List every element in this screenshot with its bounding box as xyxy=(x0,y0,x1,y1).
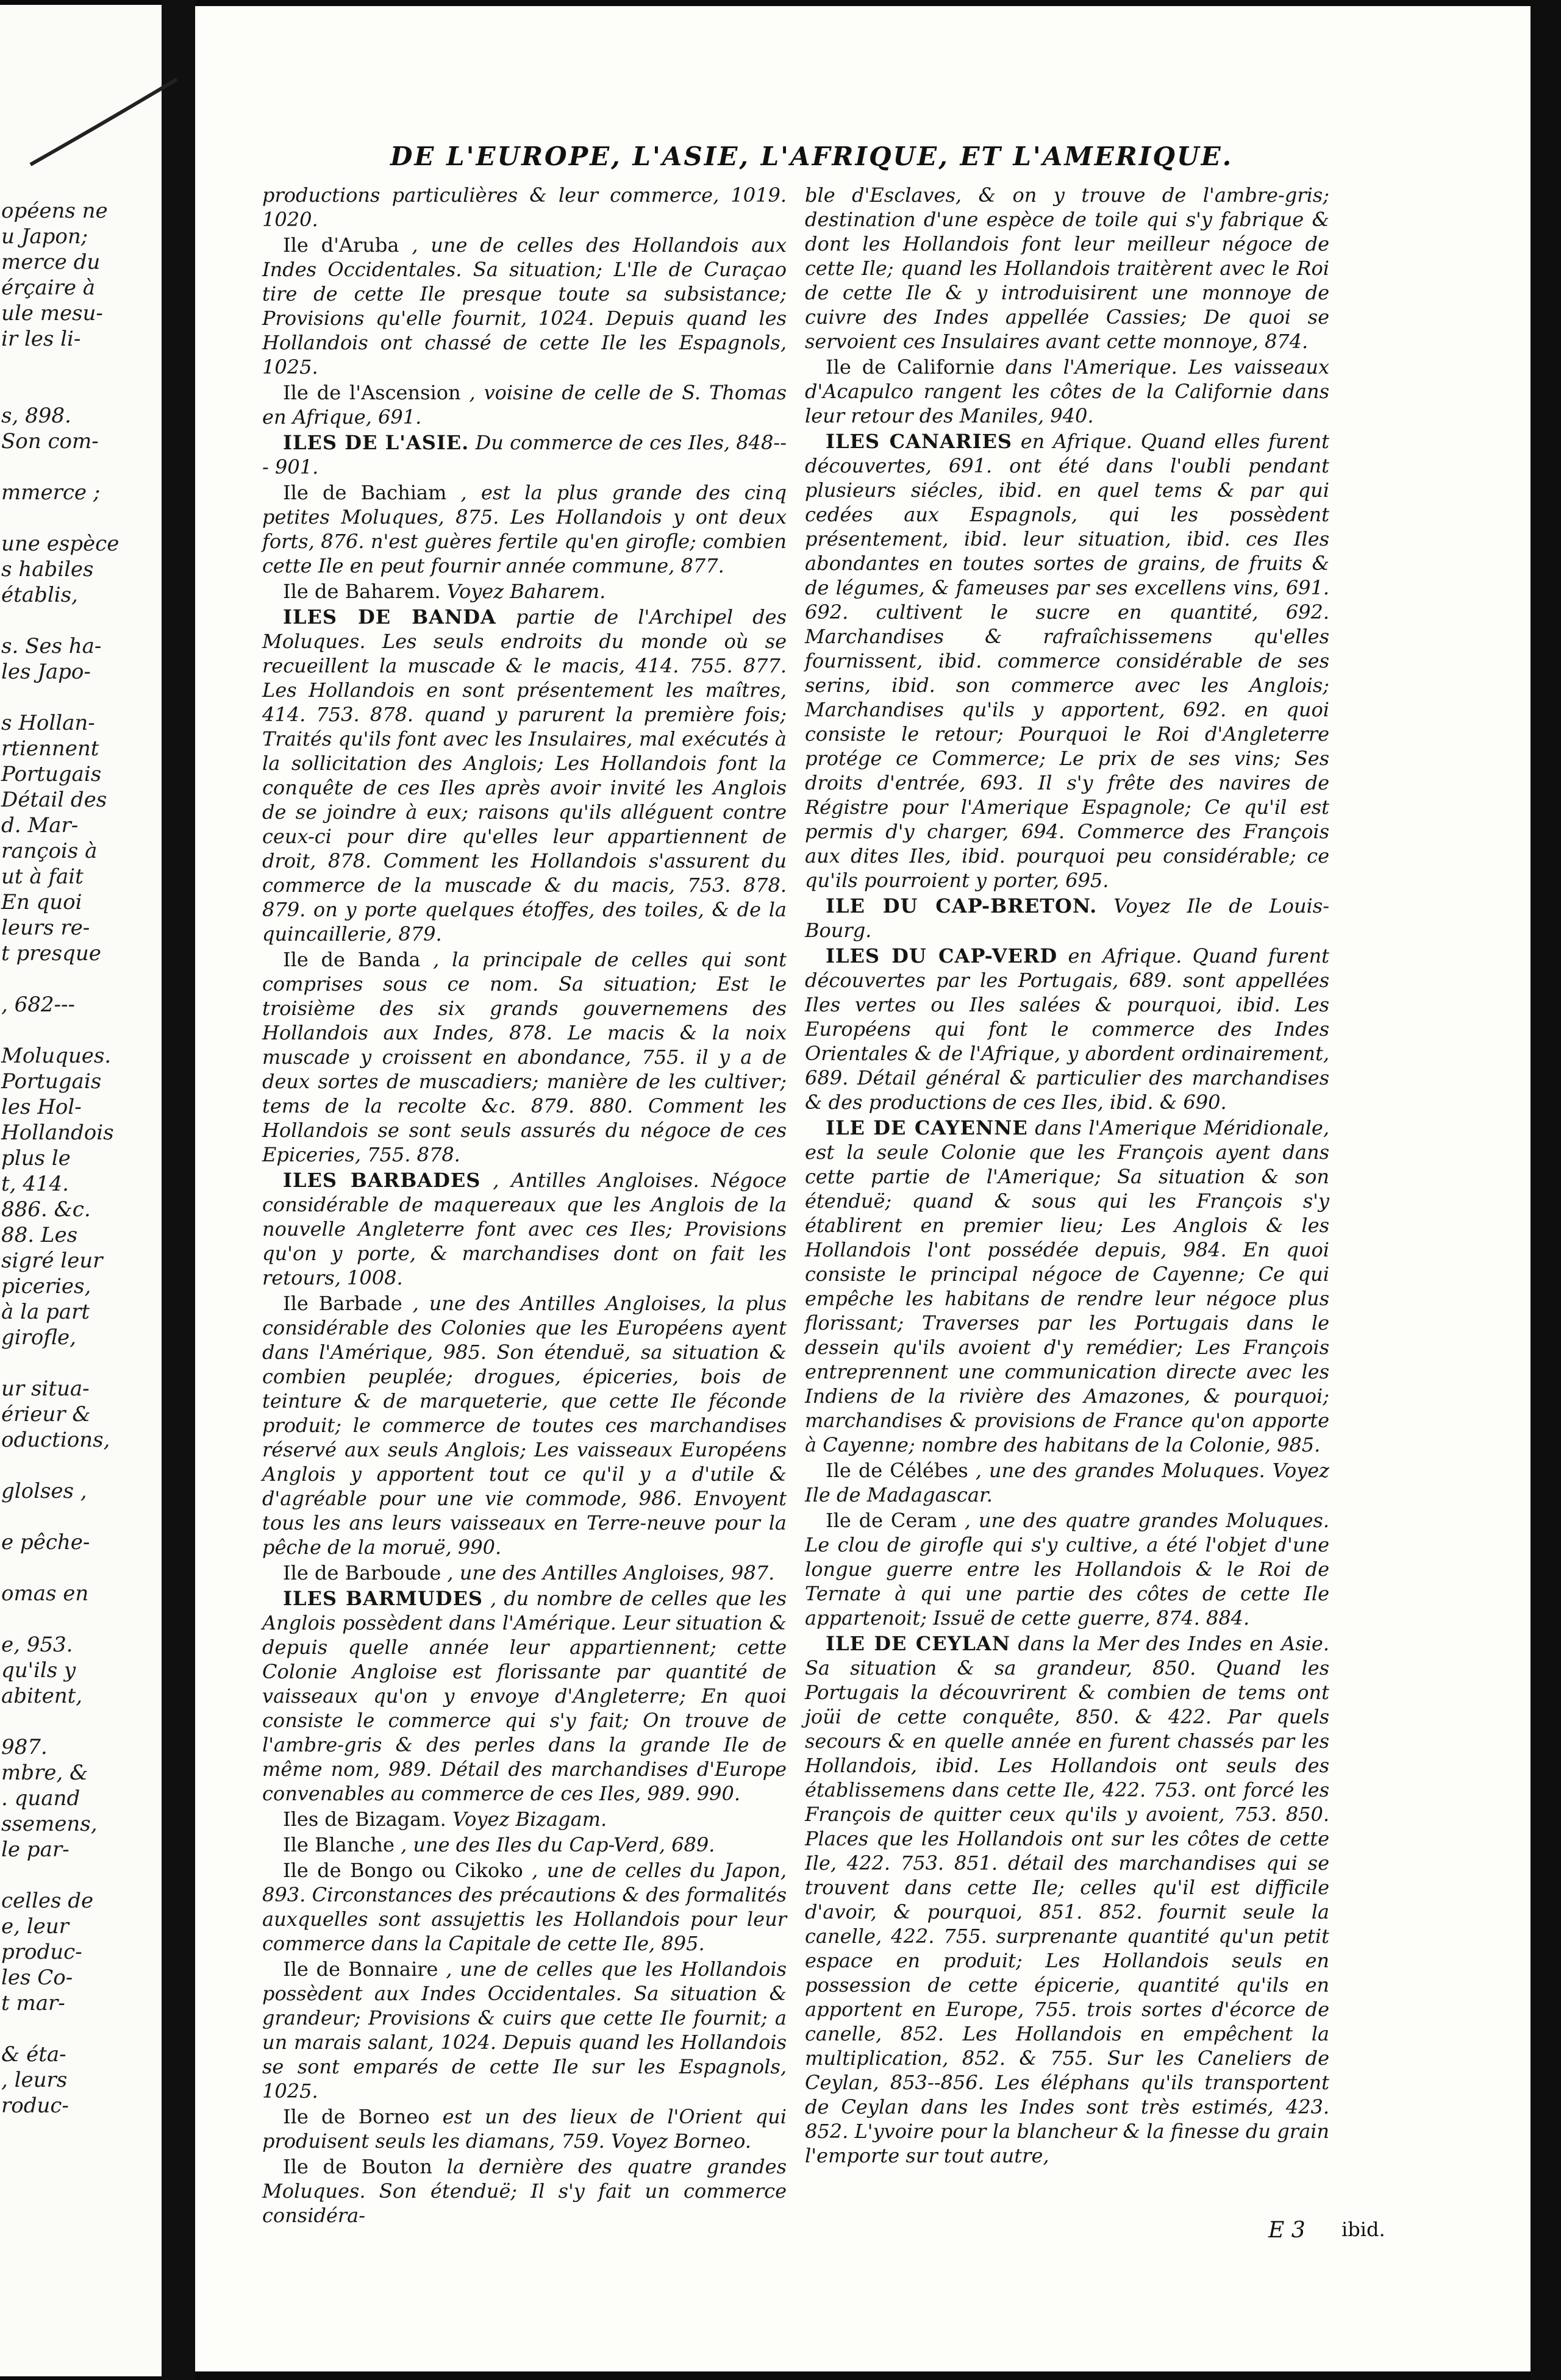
entry-text: , voisine de celle de S. Thomas en Afrique, 691. xyxy=(262,381,787,429)
facing-page-fragment: érçaire à xyxy=(1,276,96,300)
pen-stroke-mark xyxy=(24,73,183,171)
facing-page-left xyxy=(0,5,162,2376)
facing-page-fragment: leurs re- xyxy=(1,916,90,940)
facing-page-fragment: celles de xyxy=(1,1889,94,1913)
entry-headword: ILES DE L'ASIE. xyxy=(283,431,470,454)
facing-page-fragment: ir les li- xyxy=(1,327,81,351)
entry-text: , une des Antilles Angloises, 987. xyxy=(447,1561,775,1584)
facing-page-fragment: . quand xyxy=(1,1786,80,1811)
index-entry xyxy=(262,2154,787,2228)
index-entry xyxy=(262,183,787,232)
index-entry xyxy=(262,1833,787,1857)
entry-text: , une de celles que les Hollandois possèdent aux Indes Occidentales. Sa situation & grandeur; Provisions & cuirs que cette Ile fournit; a un marais salant, 1024. Depuis quand les Hollandois se sont emparés de cette Ile sur les Espagnols, 1025. xyxy=(262,1958,787,2103)
index-entry xyxy=(805,1508,1329,1630)
entry-text: Voyez Baharem. xyxy=(446,580,606,603)
entry-headword: Ile de Banda xyxy=(283,948,421,971)
facing-page-fragment: ssemens, xyxy=(1,1812,98,1836)
entry-text: dans la Mer des Indes en Asie. Sa situation & sa grandeur, 850. Quand les Portugais la découvrirent & combien de tems ont joüi de cette conquête, 850. & 422. Par quels secours & en quelle année en furent chassés par les Hollandois, ibid. Les Hollandois ont seuls des établissemens dans cette Ile, 422. 753. ont forcé les François de quitter ceux qu'ils y avoient, 753. 850. Places que les Hollandois ont sur les côtes de cette Ile, 422. 753. 851. détail des marchandises qui se trouvent dans cette Ile; celles qu'il est difficile d'avoir, & pourquoi, 851. 852. fournit seule la canelle, 422. 755. surprenante quantité qu'un petit espace en produit; Les Hollandois seuls en possession de cette épicerie, quantité qu'ils en apportent en Europe, 755. trois sortes d'écorce de canelle, 852. Les Hollandois en empêchent la multiplication, 852. & 755. Sur les Caneliers de Ceylan, 853--856. Les éléphans qu'ils transportent de Ceylan dans les Indes sont très estimés, 423. 852. L'yvoire pour la blancheur & la finesse du grain l'emporte sur tout autre, xyxy=(805,1632,1329,2167)
entry-headword: ILES DU CAP-VERD xyxy=(826,944,1058,967)
facing-page-fragment: & éta- xyxy=(1,2042,66,2067)
book-page xyxy=(195,6,1531,2371)
entry-headword: Iles de Bizagam. xyxy=(283,1808,446,1831)
entry-text: la dernière des quatre grandes Moluques. Son étenduë; Il s'y fait un commerce considéra- xyxy=(262,2155,787,2227)
index-entry xyxy=(262,579,787,604)
facing-page-fragment: e, leur xyxy=(1,1914,69,1939)
index-entry xyxy=(262,1168,787,1290)
facing-page-fragment: merce du xyxy=(1,250,101,274)
facing-page-fragment: Détail des xyxy=(1,788,107,812)
entry-headword: ILE DE CEYLAN xyxy=(826,1632,1010,1655)
entry-headword: ILES CANARIES xyxy=(826,430,1013,453)
entry-headword: ILES DE BANDA xyxy=(283,605,496,629)
facing-page-fragment: ule mesu- xyxy=(1,301,103,326)
signature-mark: E 3 xyxy=(1268,2218,1306,2243)
index-entry xyxy=(262,947,787,1167)
index-entry xyxy=(262,1858,787,1956)
index-column-right xyxy=(805,183,1329,2169)
entry-text: , est la plus grande des cinq petites Moluques, 875. Les Hollandois y ont deux forts, 876. n'est guères fertile qu'en girofle; combien cette Ile en peut fournir année commune, 877. xyxy=(262,481,787,577)
facing-page-fragment: plus le xyxy=(1,1146,71,1170)
facing-page-fragment: t mar- xyxy=(1,1991,65,2015)
facing-page-fragment: produc- xyxy=(1,1940,82,1964)
facing-page-fragment: s Hollan- xyxy=(1,711,95,735)
entry-headword: Ile Blanche xyxy=(283,1833,395,1856)
facing-page-fragment: Portugais xyxy=(1,762,102,786)
facing-page-fragment: mmerce ; xyxy=(1,480,101,505)
facing-page-fragment: les Co- xyxy=(1,1965,73,1990)
index-entry xyxy=(262,233,787,379)
entry-headword: ILES BARMUDES xyxy=(283,1587,483,1610)
facing-page-fragment: Portugais xyxy=(1,1069,102,1094)
facing-page-fragment: s habiles xyxy=(1,557,94,582)
facing-page-fragment: t presque xyxy=(1,941,101,966)
facing-page-fragment: Moluques. xyxy=(1,1044,112,1068)
facing-page-fragment: érieur & xyxy=(1,1402,91,1427)
index-entry xyxy=(805,183,1329,354)
facing-page-fragment: 886. &c. xyxy=(1,1197,91,1222)
facing-page-fragment: roduc- xyxy=(1,2093,69,2118)
facing-page-fragment: s, 898. xyxy=(1,404,71,428)
index-entry xyxy=(805,1116,1329,1457)
facing-page-fragment: mbre, & xyxy=(1,1761,88,1785)
facing-page-fragment: 88. Les xyxy=(1,1223,78,1247)
index-entry xyxy=(262,480,787,578)
entry-text: dans l'Amerique. Les vaisseaux d'Acapulco rangent les côtes de la Californie dans leur retour des Maniles, 940. xyxy=(805,355,1330,427)
catchword: ibid. xyxy=(1341,2218,1385,2241)
index-entry xyxy=(262,1561,787,1585)
entry-headword: Ile de Bonnaire xyxy=(283,1958,438,1981)
entry-text: , une de celles du Japon, 893. Circonstances des précautions & des formalités auxquelles sont assujettis les Hollandois pour leur commerce dans la Capitale de cette Ile, 895. xyxy=(262,1859,787,1955)
entry-text: en Afrique. Quand furent découvertes par les Portugais, 689. sont appellées Iles vertes ou Iles salées & pourquoi, ibid. Les Européens qui font le commerce des Indes Orientales & de l'Afrique, y abordent ordinairement, 689. Détail général & particulier des marchandises & des productions de ces Iles, ibid. & 690. xyxy=(805,944,1330,1114)
entry-headword: Ile de Bouton xyxy=(283,2155,432,2178)
index-entry xyxy=(805,1631,1329,2168)
facing-page-fragment: e pêche- xyxy=(1,1530,90,1555)
facing-page-fragment: e, 953. xyxy=(1,1633,73,1657)
running-header: DE L'EUROPE, L'ASIE, L'AFRIQUE, ET L'AMERIQUE. xyxy=(390,141,1234,171)
facing-page-fragment: le par- xyxy=(1,1837,70,1862)
entry-text: , du nombre de celles que les Anglois possèdent dans l'Amérique. Leur situation & depuis quelle année leur appartiennent; cette Colonie Angloise est florissante par quantité de vaisseaux qu'on y envoye d'Angleterre; En quoi consiste le commerce qui s'y fait; On trouve de l'ambre-gris & des perles dans la grande Ile de même nom, 989. Détail des marchandises d'Europe convenables au commerce de ces Iles, 989. 990. xyxy=(262,1587,787,1805)
entry-text: dans l'Amerique Méridionale, est la seule Colonie que les François ayent dans cette partie de l'Amerique; Sa situation & son étenduë; quand & sous qui les François s'y établirent en premier lieu; Les Anglois & les Hollandois l'ont possédée depuis, 984. En quoi consiste le principal négoce de Cayenne; Ce qui empêche les habitans de rendre leur négoce plus florissant; Traverses par les Portugais dans le dessein qu'ils avoient d'y remédier; Les François entreprennent une communication directe avec les Indiens de la rivière des Amazones, & pourquoi; marchandises & provisions de France qu'on apporte à Cayenne; nombre des habitans de la Colonie, 985. xyxy=(805,1116,1330,1456)
facing-page-fragment: , leurs xyxy=(1,2068,68,2092)
index-entry xyxy=(262,2104,787,2153)
entry-headword: Ile Barbade xyxy=(283,1292,402,1315)
facing-page-fragment: ut à fait xyxy=(1,864,84,889)
index-entry xyxy=(262,1291,787,1559)
entry-text: Voyez Ile de Louis-Bourg. xyxy=(805,894,1330,942)
facing-page-fragment: En quoi xyxy=(1,890,82,914)
entry-text: , Antilles Angloises. Négoce considérable de maquereaux que les Anglois de la nouvelle Angleterre font avec ces Iles; Provisions qu'on y porte, & marchandises dont on fait les retours, 1008. xyxy=(262,1169,787,1289)
entry-text: , une des Antilles Angloises, la plus considérable des Colonies que les Européens ayent dans l'Amérique, 985. Son étenduë, sa situation & combien peuplée; drogues, épiceries, bois de teinture & de marqueterie, que cette Ile féconde produit; le commerce de toutes ces marchandises réservé aux seuls Anglois; Les vaisseaux Européens Anglois y apportent tout ce qu'il y a d'utile & d'agréable pour une vie commode, 986. Envoyent tous les ans leurs vaisseaux en Terre-neuve pour la pêche de la moruë, 990. xyxy=(262,1292,787,1559)
index-entry xyxy=(805,355,1329,428)
book-gutter xyxy=(162,0,195,2380)
facing-page-fragment: girofle, xyxy=(1,1325,76,1350)
entry-headword: Ile de Ceram xyxy=(826,1509,957,1532)
facing-page-fragment: 987. xyxy=(1,1735,48,1759)
entry-headword: Ile de Célébes xyxy=(826,1459,968,1482)
entry-text: partie de l'Archipel des Moluques. Les seuls endroits du monde où se recueillent la muscade & le macis, 414. 755. 877. Les Hollandois en sont présentement les maîtres, 414. 753. 878. quand y parurent la première fois; Traités qu'ils font avec les Insulaires, mal exécutés à la sollicitation des Anglois; Les Hollandois font la conquête de ces Iles après avoir invité les Anglois de se joindre à eux; raisons qu'ils alléguent contre ceux-ci pour dire qu'elles leur appartiennent de droit, 878. Comment les Hollandois s'assurent du commerce de la muscade & du macis, 753. 878. 879. on y porte quelques étoffes, des toiles, & de la quincaillerie, 879. xyxy=(262,605,787,946)
entry-text: , une de celles des Hollandois aux Indes Occidentales. Sa situation; L'Ile de Curaçao tire de cette Ile presque toute sa subsistance; Provisions qu'elle fournit, 1024. Depuis quand les Hollandois ont chassé de cette Ile les Espagnols, 1025. xyxy=(262,233,787,379)
entry-headword: Ile de l'Ascension xyxy=(283,381,461,404)
facing-page-fragment: , 682--- xyxy=(1,992,75,1017)
facing-page-fragment: sigré leur xyxy=(1,1249,103,1273)
entry-headword: Ile de Borneo xyxy=(283,2105,430,2128)
entry-headword: Ile de Bachiam xyxy=(283,481,447,504)
index-entry xyxy=(262,1957,787,2103)
entry-headword: ILES BARBADES xyxy=(283,1169,481,1192)
facing-page-fragment: u Japon; xyxy=(1,224,88,249)
facing-page-fragment: à la part xyxy=(1,1300,90,1324)
entry-text: , une des grandes Moluques. Voyez Ile de Madagascar. xyxy=(805,1459,1330,1506)
index-entry xyxy=(262,605,787,946)
entry-headword: Ile de Californie xyxy=(826,355,995,379)
facing-page-fragment: omas en xyxy=(1,1581,89,1606)
facing-page-fragment: établis, xyxy=(1,583,78,607)
book-edge-right xyxy=(1531,0,1561,2380)
entry-headword: ILE DE CAYENNE xyxy=(826,1116,1028,1139)
entry-text: en Afrique. Quand elles furent découvertes, 691. ont été dans l'oubli pendant plusieurs siécles, ibid. en quel tems & par qui cedées aux Espagnols, qui les possèdent présentement, ibid. leur situation, ibid. ces Iles abondantes en toutes sortes de grains, de fruits & de légumes, & fameuses par ses excellens vins, 691. 692. cultivent le sucre en quantité, 692. Marchandises & rafraîchissemens qu'elles fournissent, ibid. commerce considérable de ses serins, ibid. son commerce avec les Anglois; Marchandises qu'ils y apportent, 692. en quoi consiste le retour; Pourquoi le Roi d'Angleterre protége ce Commerce; Le prix de ses vins; Ses droits d'entrée, 693. Il s'y frête des navires de Régistre pour l'Amerique Espagnole; Ce qu'il est permis d'y charger, 694. Commerce des François aux dites Iles, ibid. pourquoi peu considérable; ce qu'ils pourroient y porter, 695. xyxy=(805,430,1330,892)
facing-page-fragment: opéens ne xyxy=(1,199,108,223)
facing-page-fragment: qu'ils y xyxy=(1,1658,76,1683)
facing-page-fragment: piceries, xyxy=(1,1274,91,1299)
index-entry xyxy=(262,1586,787,1806)
facing-page-fragment: rançois à xyxy=(1,839,98,863)
facing-page-fragment: oductions, xyxy=(1,1428,110,1452)
entry-headword: ILE DU CAP-BRETON. xyxy=(826,894,1098,917)
entry-text: , la principale de celles qui sont comprises sous ce nom. Sa situation; Est le troisième des six grands gouvernemens des Hollandois aux Indes, 878. Le macis & la noix muscade y croissent en abondance, 755. il y a de deux sortes de muscadiers; manière de les cultiver; tems de la recolte &c. 879. 880. Comment les Hollandois se sont seuls assurés du négoce de ces Epiceries, 755. 878. xyxy=(262,948,787,1166)
index-entry xyxy=(262,430,787,479)
facing-page-fragment: une espèce xyxy=(1,532,120,556)
facing-page-fragment: les Japo- xyxy=(1,660,91,684)
facing-page-fragment: abitent, xyxy=(1,1684,83,1708)
facing-page-fragment: les Hol- xyxy=(1,1095,82,1119)
entry-text: est un des lieux de l'Orient qui produisent seuls les diamans, 759. Voyez Borneo. xyxy=(262,2105,787,2153)
entry-headword: Ile d'Aruba xyxy=(283,233,399,257)
index-column-left xyxy=(262,183,787,2229)
facing-page-fragment: Hollandois xyxy=(1,1121,114,1145)
entry-text: productions particulières & leur commerce, 1019. 1020. xyxy=(262,183,787,231)
entry-text: , une des quatre grandes Moluques. Le clou de girofle qui s'y cultive, a été l'objet d'une longue guerre entre les Hollandois & le Roi de Ternate à qui une partie des côtes de cette Ile appartenoit; Issuë de cette guerre, 874. 884. xyxy=(805,1509,1329,1630)
entry-text: Du commerce de ces Iles, 848--- 901. xyxy=(262,431,787,479)
facing-page-fragment: Son com- xyxy=(1,429,99,454)
facing-page-fragment: t, 414. xyxy=(1,1172,69,1196)
facing-page-fragment: s. Ses ha- xyxy=(1,634,102,658)
index-entry xyxy=(805,1458,1329,1507)
index-entry xyxy=(805,894,1329,942)
entry-text: ble d'Esclaves, & on y trouve de l'ambre-gris; destination d'une espèce de toile qui s'y fabrique & dont les Hollandois font leur meilleur négoce de cette Ile; quand les Hollandois traitèrent avec le Roi de cette Ile & y introduisirent une monnoye de cuivre des Indes appellée Cassies; De quoi se servoient ces Insulaires avant cette monnoye, 874. xyxy=(805,183,1329,353)
facing-page-fragment: glolses , xyxy=(1,1479,87,1503)
entry-headword: Ile de Barboude xyxy=(283,1561,441,1584)
entry-text: Voyez Bizagam. xyxy=(452,1808,607,1831)
entry-headword: Ile de Baharem. xyxy=(283,580,441,603)
entry-headword: Ile de Bongo ou Cikoko xyxy=(283,1859,523,1882)
facing-page-fragment: ur situa- xyxy=(1,1377,90,1401)
entry-text: , une des Iles du Cap-Verd, 689. xyxy=(401,1833,715,1856)
index-entry xyxy=(805,944,1329,1114)
index-entry xyxy=(262,1807,787,1831)
index-entry xyxy=(805,429,1329,892)
index-entry xyxy=(262,380,787,429)
facing-page-fragment: rtiennent xyxy=(1,736,99,761)
facing-page-fragment: d. Mar- xyxy=(1,813,79,838)
